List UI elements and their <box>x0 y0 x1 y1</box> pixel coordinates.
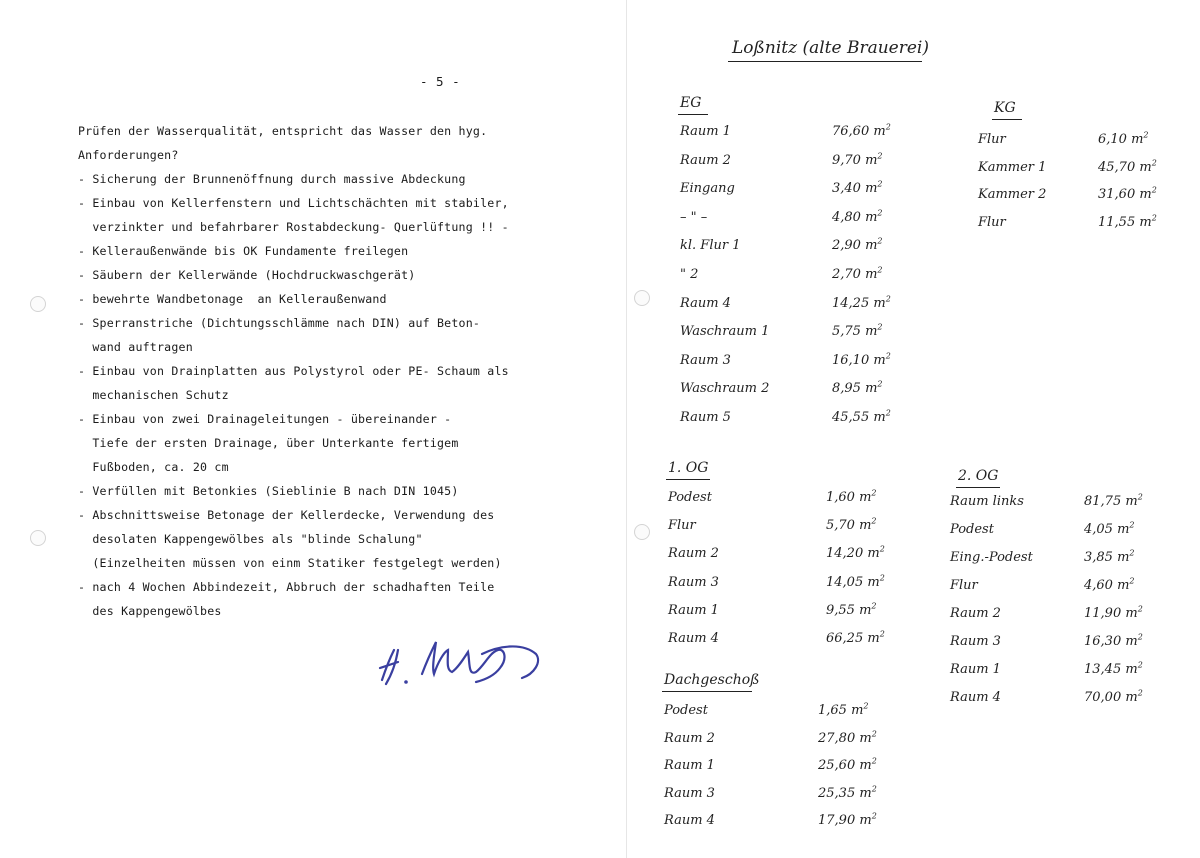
area-unit-exponent: 2 <box>877 380 883 390</box>
area-value: 2,70 <box>832 267 861 282</box>
room-label: Raum 3 <box>664 785 715 801</box>
typed-line: - Einbau von Kellerfenstern und Lichtschächten mit stabiler, <box>78 196 509 210</box>
room-label: Flur <box>978 132 1006 147</box>
typed-line: Anforderungen? <box>78 148 179 162</box>
area-unit-exponent: 2 <box>1129 520 1135 530</box>
area-unit-exponent: 2 <box>885 351 891 361</box>
typed-line: desolaten Kappengewölbes als "blinde Schalung" <box>78 532 423 546</box>
room-label: Flur <box>668 518 696 534</box>
room-label: Raum 3 <box>950 634 1001 649</box>
area-value: 8,95 <box>832 381 861 397</box>
area-value: 31,60 <box>1098 187 1136 202</box>
area-unit: m <box>863 574 880 590</box>
typed-line: wand auftragen <box>78 340 193 354</box>
room-label: Raum 4 <box>950 690 1001 705</box>
area-unit: m <box>1121 690 1138 705</box>
room-area <box>818 786 877 801</box>
area-unit-exponent: 2 <box>1129 576 1135 586</box>
area-unit-exponent: 2 <box>877 237 883 247</box>
room-area <box>1098 132 1149 147</box>
room-label: – " – <box>680 209 708 225</box>
section-heading-underline <box>678 114 708 115</box>
area-unit: m <box>860 324 878 340</box>
typed-line: - Abschnittsweise Betonage der Kellerdecke, Verwendung des <box>78 508 495 522</box>
area-unit: m <box>854 602 872 618</box>
room-area <box>1084 634 1143 649</box>
room-label: Flur <box>950 578 978 593</box>
area-unit: m <box>1135 187 1152 202</box>
typed-line: des Kappengewölbes <box>78 604 222 618</box>
room-label: Raum 2 <box>950 606 1001 621</box>
area-value: 25,60 <box>818 758 856 773</box>
area-value: 9,55 <box>826 602 855 618</box>
area-unit: m <box>860 238 878 254</box>
area-unit: m <box>1112 522 1130 537</box>
room-area <box>826 518 877 533</box>
area-value: 13,45 <box>1084 662 1122 677</box>
area-unit-exponent: 2 <box>871 601 877 611</box>
section-heading-kg: KG <box>994 100 1016 116</box>
area-value: 45,70 <box>1098 159 1136 175</box>
area-unit-exponent: 2 <box>879 545 885 555</box>
section-heading-underline <box>992 119 1022 120</box>
section-heading-og1: 1. OG <box>668 460 709 476</box>
area-unit-exponent: 2 <box>1151 158 1157 168</box>
area-value: 81,75 <box>1084 494 1122 509</box>
room-area <box>826 631 885 646</box>
area-value: 1,60 <box>826 490 855 505</box>
typed-line: mechanischen Schutz <box>78 388 229 402</box>
area-value: 45,55 <box>832 410 870 425</box>
page-divider <box>626 0 627 858</box>
room-label: Waschraum 1 <box>680 324 770 340</box>
area-unit-exponent: 2 <box>879 629 885 639</box>
area-unit: m <box>869 410 886 425</box>
area-unit-exponent: 2 <box>877 151 883 161</box>
area-unit: m <box>863 631 880 646</box>
section-heading-og2: 2. OG <box>958 468 999 484</box>
room-area <box>818 731 877 746</box>
room-label: Raum links <box>950 494 1024 509</box>
area-value: 2,90 <box>832 238 861 254</box>
area-value: 27,80 <box>818 730 856 746</box>
room-label: Raum 4 <box>680 295 731 311</box>
typed-line: - Säubern der Kellerwände (Hochdruckwaschgerät) <box>78 268 416 282</box>
area-unit: m <box>869 124 886 139</box>
area-unit-exponent: 2 <box>871 756 877 766</box>
area-unit: m <box>860 381 878 397</box>
area-unit: m <box>1135 214 1152 230</box>
area-unit: m <box>855 813 872 828</box>
typed-line: (Einzelheiten müssen von einm Statiker festgelegt werden) <box>78 556 502 570</box>
room-label: Raum 1 <box>680 124 731 139</box>
area-unit-exponent: 2 <box>1137 660 1143 670</box>
room-area <box>832 410 891 425</box>
punch-hole-right <box>634 524 650 540</box>
area-unit-exponent: 2 <box>863 701 869 711</box>
typed-line: Prüfen der Wasserqualität, entspricht das Wasser den hyg. <box>78 124 488 138</box>
area-value: 5,75 <box>832 324 861 340</box>
area-value: 5,70 <box>826 518 855 534</box>
room-area <box>1084 550 1135 565</box>
area-unit-exponent: 2 <box>1137 604 1143 614</box>
room-label: Raum 2 <box>680 152 731 168</box>
punch-hole-right <box>634 290 650 306</box>
typed-line: verzinkter und befahrbarer Rostabdeckung- Querlüftung !! - <box>78 220 509 234</box>
area-unit-exponent: 2 <box>885 294 891 304</box>
area-unit-exponent: 2 <box>1151 185 1157 195</box>
punch-hole-left <box>30 296 46 312</box>
room-area <box>832 210 883 225</box>
area-value: 14,05 <box>826 574 864 590</box>
area-unit-exponent: 2 <box>871 516 877 526</box>
area-unit: m <box>855 758 872 773</box>
room-area <box>1084 662 1143 677</box>
area-value: 25,35 <box>818 785 856 801</box>
area-value: 1,65 <box>818 703 847 718</box>
typed-line: - Sperranstriche (Dichtungsschlämme nach DIN) auf Beton- <box>78 316 481 330</box>
area-unit: m <box>1135 159 1152 175</box>
area-value: 11,55 <box>1098 214 1136 230</box>
area-unit-exponent: 2 <box>1151 213 1157 223</box>
typed-line: Tiefe der ersten Drainage, über Unterkante fertigem <box>78 436 459 450</box>
room-area <box>826 575 885 590</box>
typed-line: - bewehrte Wandbetonage an Kelleraußenwand <box>78 292 387 306</box>
area-value: 6,10 <box>1098 132 1127 147</box>
room-label: Raum 4 <box>668 631 719 646</box>
area-value: 16,30 <box>1084 634 1122 649</box>
area-value: 4,60 <box>1084 578 1113 593</box>
area-unit: m <box>855 785 872 801</box>
room-area <box>1098 187 1157 202</box>
area-unit: m <box>854 490 872 505</box>
room-area <box>1084 494 1143 509</box>
title-underline <box>728 61 922 62</box>
section-heading-underline <box>956 487 1000 488</box>
area-unit-exponent: 2 <box>871 784 877 794</box>
area-value: 66,25 <box>826 631 864 646</box>
typed-line: Fußboden, ca. 20 cm <box>78 460 229 474</box>
room-area <box>832 296 891 311</box>
room-area <box>832 267 883 282</box>
signature <box>372 628 547 698</box>
room-area <box>1084 522 1135 537</box>
area-unit: m <box>1121 606 1138 621</box>
area-unit: m <box>869 352 886 368</box>
area-unit: m <box>1112 550 1130 565</box>
room-area <box>1084 606 1143 621</box>
area-unit: m <box>1121 662 1138 677</box>
section-heading-underline <box>666 479 710 480</box>
room-label: Raum 3 <box>668 574 719 590</box>
room-label: Podest <box>950 522 994 537</box>
area-value: 9,70 <box>832 152 861 168</box>
room-area <box>832 124 891 139</box>
area-unit: m <box>869 295 886 311</box>
room-label: Eingang <box>680 181 735 197</box>
room-label: Kammer 1 <box>978 159 1047 175</box>
area-unit: m <box>860 209 878 225</box>
room-area <box>1098 215 1157 230</box>
room-area <box>1098 160 1157 175</box>
section-heading-underline <box>662 691 752 692</box>
area-value: 14,25 <box>832 295 870 311</box>
area-value: 14,20 <box>826 546 864 562</box>
typed-line: - Kelleraußenwände bis OK Fundamente freilegen <box>78 244 409 258</box>
area-unit-exponent: 2 <box>885 122 891 132</box>
room-area <box>832 153 883 168</box>
area-unit: m <box>1126 132 1144 147</box>
area-value: 76,60 <box>832 124 870 139</box>
room-label: Eing.-Podest <box>950 550 1033 565</box>
area-value: 17,90 <box>818 813 856 828</box>
room-area <box>1084 578 1135 593</box>
room-label: Raum 1 <box>950 662 1001 677</box>
area-unit: m <box>860 181 878 197</box>
area-unit-exponent: 2 <box>1137 492 1143 502</box>
room-area <box>818 758 877 773</box>
area-unit-exponent: 2 <box>1143 130 1149 140</box>
area-unit-exponent: 2 <box>877 208 883 218</box>
area-value: 3,85 <box>1084 550 1113 565</box>
room-label: Raum 3 <box>680 352 731 368</box>
area-value: 70,00 <box>1084 690 1122 705</box>
room-area <box>826 603 877 618</box>
area-unit-exponent: 2 <box>877 322 883 332</box>
room-area <box>832 353 891 368</box>
room-area <box>832 181 883 196</box>
area-unit-exponent: 2 <box>871 811 877 821</box>
room-label: Raum 1 <box>664 758 715 773</box>
area-unit-exponent: 2 <box>1137 688 1143 698</box>
area-unit: m <box>846 703 864 718</box>
room-area <box>826 490 877 505</box>
area-unit-exponent: 2 <box>1129 548 1135 558</box>
area-unit: m <box>860 267 878 282</box>
section-heading-dg: Dachgeschoß <box>664 672 760 688</box>
room-label: Raum 2 <box>664 730 715 746</box>
typed-line: - Einbau von Drainplatten aus Polystyrol oder PE- Schaum als <box>78 364 509 378</box>
area-unit-exponent: 2 <box>1137 632 1143 642</box>
room-area <box>832 381 883 396</box>
area-value: 11,90 <box>1084 606 1122 621</box>
room-label: Podest <box>668 490 712 505</box>
area-value: 4,80 <box>832 209 861 225</box>
area-unit-exponent: 2 <box>871 488 877 498</box>
page-number: - 5 - <box>420 74 461 89</box>
room-label: Raum 4 <box>664 813 715 828</box>
typed-line: - Sicherung der Brunnenöffnung durch massive Abdeckung <box>78 172 466 186</box>
room-area <box>832 238 883 253</box>
area-unit: m <box>1121 634 1138 649</box>
area-unit-exponent: 2 <box>877 265 883 275</box>
notes-title: Loßnitz (alte Brauerei) <box>732 38 929 58</box>
room-label: Flur <box>978 214 1006 230</box>
room-area <box>818 813 877 828</box>
area-unit: m <box>855 730 872 746</box>
area-value: 3,40 <box>832 181 861 197</box>
area-unit-exponent: 2 <box>885 408 891 418</box>
room-label: Raum 2 <box>668 546 719 562</box>
area-unit: m <box>1112 578 1130 593</box>
room-label: Podest <box>664 703 708 718</box>
area-unit-exponent: 2 <box>879 573 885 583</box>
area-unit: m <box>863 546 880 562</box>
area-unit-exponent: 2 <box>877 179 883 189</box>
room-area <box>826 546 885 561</box>
section-heading-eg: EG <box>680 95 702 111</box>
room-label: Waschraum 2 <box>680 381 770 397</box>
area-unit: m <box>860 152 878 168</box>
area-unit: m <box>854 518 872 534</box>
room-label: Raum 1 <box>668 602 719 618</box>
room-label: kl. Flur 1 <box>680 238 741 254</box>
room-area <box>832 324 883 339</box>
room-label: Raum 5 <box>680 410 731 425</box>
typed-line: - Einbau von zwei Drainageleitungen - übereinander - <box>78 412 452 426</box>
area-unit: m <box>1121 494 1138 509</box>
area-unit-exponent: 2 <box>871 729 877 739</box>
typed-line: - Verfüllen mit Betonkies (Sieblinie B nach DIN 1045) <box>78 484 459 498</box>
room-area <box>1084 690 1143 705</box>
punch-hole-left <box>30 530 46 546</box>
room-label: " 2 <box>680 267 699 282</box>
area-value: 4,05 <box>1084 522 1113 537</box>
typed-line: - nach 4 Wochen Abbindezeit, Abbruch der schadhaften Teile <box>78 580 495 594</box>
room-area <box>818 703 869 718</box>
area-value: 16,10 <box>832 352 870 368</box>
room-label: Kammer 2 <box>978 187 1047 202</box>
